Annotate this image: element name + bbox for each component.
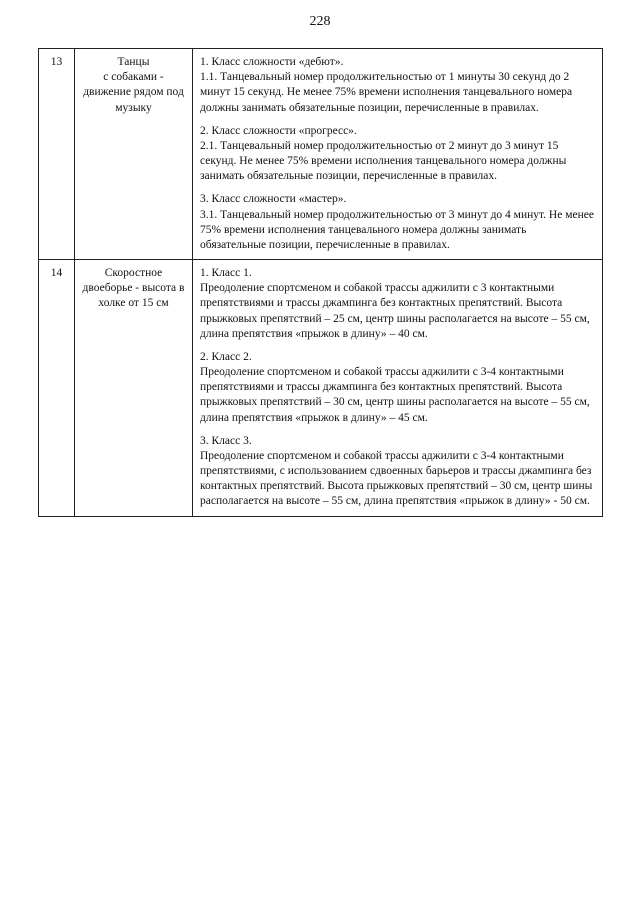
discipline-requirements	[193, 49, 603, 260]
class-requirement: Преодоление спортсменом и собакой трассы аджилити с 3-4 контактными препятствиями и трассы джампинга без контактных препятствий. Высота прыжковых препятствий – 30 см, центр шины располагается на высоте – 55 см, длина препятствия «прыжок в длину» – 45 см.	[200, 366, 590, 424]
class-heading: 3. Класс сложности «мастер».	[200, 193, 347, 206]
discipline-name-line: холке от 15 см	[98, 297, 169, 310]
class-requirement: Преодоление спортсменом и собакой трассы аджилити с 3 контактными препятствиями и трассы джампинга без контактных препятствий. Высота прыжковых препятствий – 25 см, центр шины располагается на высоте – 55 см, длина препятствия «прыжок в длину» – 40 см.	[200, 282, 590, 340]
discipline-name-line: двоеборье - высота в	[82, 282, 185, 295]
discipline-name-line: музыку	[115, 101, 152, 114]
table-row	[39, 260, 603, 517]
discipline-name-line: Скоростное	[104, 267, 163, 280]
row-number: 13	[39, 49, 75, 260]
discipline-name	[75, 260, 193, 517]
class-requirement: 3.1. Танцевальный номер продолжительностью от 3 минут до 4 минут. Не менее 75% времени исполнения танцевального номера должны занимать обязательные позиции, перечисленные в правилах.	[200, 208, 594, 251]
discipline-name-line: с собаками -	[103, 71, 164, 84]
row-number: 14	[39, 260, 75, 517]
discipline-name-line: движение рядом под	[83, 86, 184, 99]
class-heading: 1. Класс 1.	[200, 267, 252, 280]
discipline-table	[38, 48, 603, 517]
page-number: 228	[309, 14, 331, 29]
class-heading: 2. Класс 2.	[200, 350, 252, 363]
class-requirement: 1.1. Танцевальный номер продолжительностью от 1 минуты 30 секунд до 2 минут 15 секунд. Не менее 75% времени исполнения танцевального номера должны занимать обязательные позиции, перечисленные в правилах.	[200, 71, 573, 114]
class-heading: 1. Класс сложности «дебют».	[200, 56, 344, 68]
discipline-name-line: Танцы	[117, 56, 150, 68]
discipline-requirements	[193, 260, 603, 517]
class-requirement: Преодоление спортсменом и собакой трассы аджилити с 3-4 контактными препятствиями, с использованием сдвоенных барьеров и трассы джампинга без контактных препятствий. Высота прыжковых препятствий – 30 см, центр шины располагается на высоте – 55 см, длина препятствия «прыжок в длину» - 50 см.	[200, 449, 593, 508]
class-requirement: 2.1. Танцевальный номер продолжительностью от 2 минут до 3 минут 15 секунд. Не менее 75% времени исполнения танцевального номера должны занимать обязательные позиции, перечисленные в правилах.	[200, 139, 567, 183]
table-row	[39, 49, 603, 260]
class-heading: 3. Класс 3.	[200, 434, 252, 447]
discipline-name	[75, 49, 193, 260]
class-heading: 2. Класс сложности «прогресс».	[200, 124, 357, 137]
